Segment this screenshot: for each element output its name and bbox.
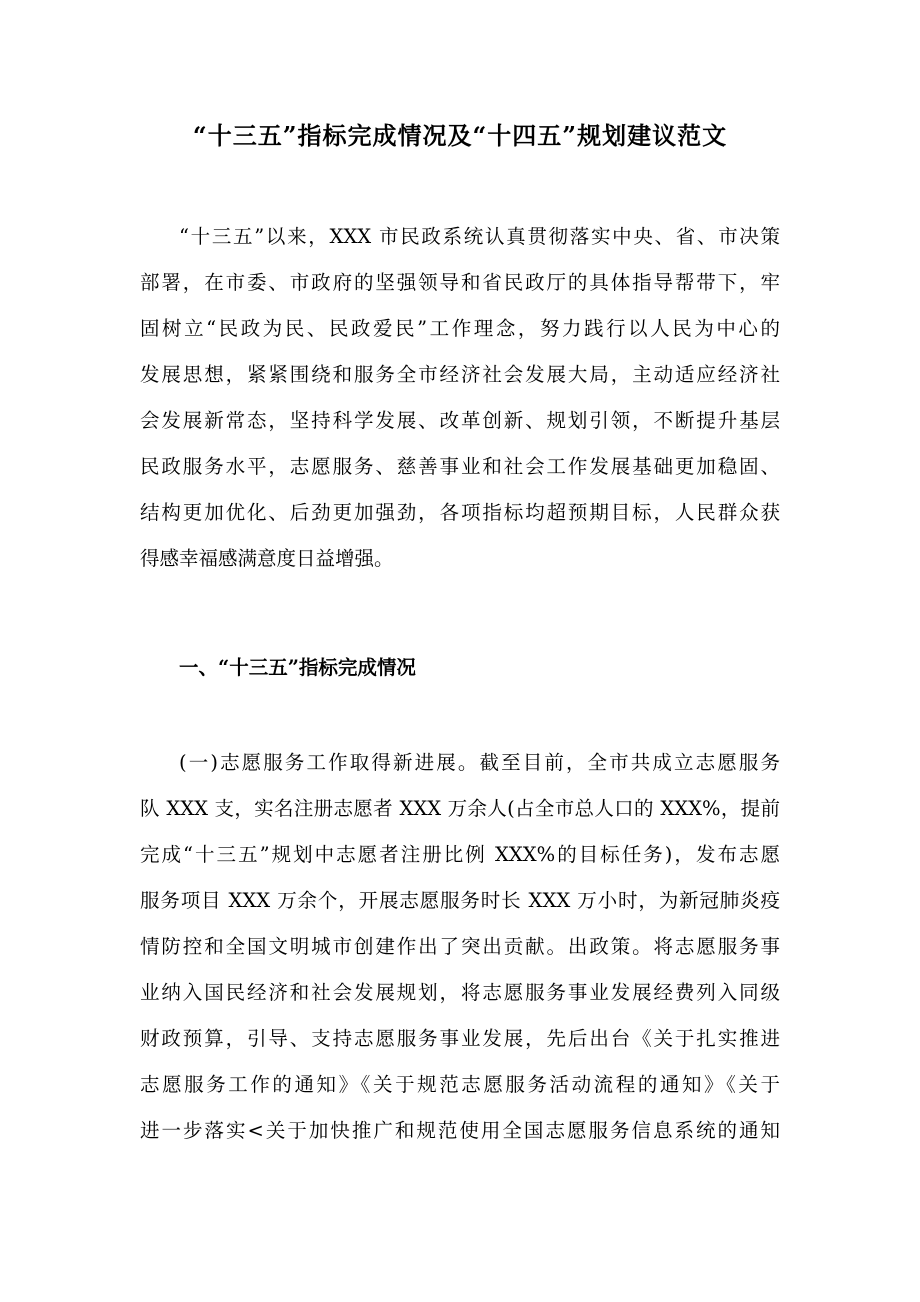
intro-line: “十三五”以来，XXX 市民政系统认真贯彻落实中央、省、市决策 <box>179 225 780 248</box>
section1-line: 情防控和全国文明城市创建作出了突出贡献。出政策。将志愿服务事 <box>140 935 780 958</box>
intro-line: 部署，在市委、市政府的坚强领导和省民政厅的具体指导帮带下，牢 <box>140 271 780 294</box>
intro-line: 民政服务水平，志愿服务、慈善事业和社会工作发展基础更加稳固、 <box>140 455 780 478</box>
section1-line: 服务项目 XXX 万余个，开展志愿服务时长 XXX 万小时，为新冠肺炎疫 <box>140 889 780 912</box>
intro-line: 结构更加优化、后劲更加强劲，各项指标均超预期目标，人民群众获 <box>140 501 780 524</box>
intro-line: 发展思想，紧紧围绕和服务全市经济社会发展大局，主动适应经济社 <box>140 363 780 386</box>
intro-paragraph <box>140 214 780 582</box>
intro-line: 固树立“民政为民、民政爱民”工作理念，努力践行以人民为中心的 <box>140 317 780 340</box>
section1-line: 业纳入国民经济和社会发展规划，将志愿服务事业发展经费列入同级 <box>140 981 780 1004</box>
intro-line: 会发展新常态，坚持科学发展、改革创新、规划引领，不断提升基层 <box>140 409 780 432</box>
section1-line: 完成“十三五”规划中志愿者注册比例 XXX%的目标任务)，发布志愿 <box>140 843 780 866</box>
intro-line: 得感幸福感满意度日益增强。 <box>140 547 394 570</box>
document-title: “十三五”指标完成情况及“十四五”规划建议范文 <box>192 121 728 150</box>
section-heading: 一、“十三五”指标完成情况 <box>179 656 416 679</box>
section1-line: 财政预算，引导、支持志愿服务事业发展，先后出台《关于扎实推进 <box>140 1027 780 1050</box>
section1-line: (一)志愿服务工作取得新进展。截至目前，全市共成立志愿服务 <box>179 751 780 774</box>
section1-line: 进一步落实<关于加快推广和规范使用全国志愿服务信息系统的通知 <box>140 1119 780 1142</box>
section1-line: 志愿服务工作的通知》《关于规范志愿服务活动流程的通知》《关于 <box>140 1073 780 1096</box>
section1-paragraph <box>140 740 780 1154</box>
section1-line: 队 XXX 支，实名注册志愿者 XXX 万余人(占全市总人口的 XXX%，提前 <box>140 797 780 820</box>
